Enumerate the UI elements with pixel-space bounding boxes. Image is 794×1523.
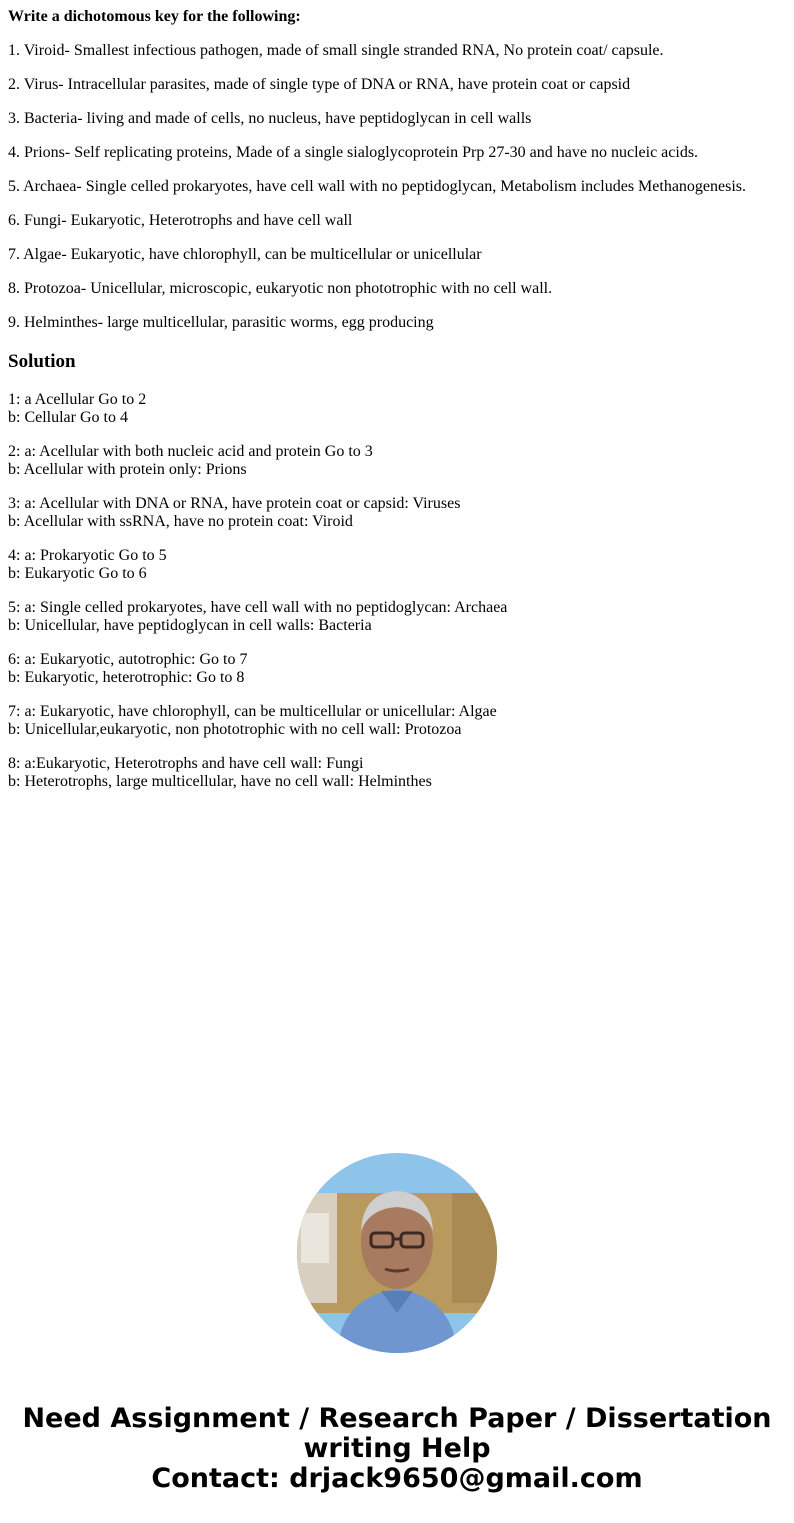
tutor-portrait-illustration xyxy=(297,1153,497,1353)
solution-heading: Solution xyxy=(8,351,76,372)
key-step-option-b: b: Eukaryotic, heterotrophic: Go to 8 xyxy=(8,669,245,686)
question-item: 2. Virus- Intracellular parasites, made of single type of DNA or RNA, have protein coat or capsid xyxy=(8,76,631,93)
key-step-option-a: 7: a: Eukaryotic, have chlorophyll, can be multicellular or unicellular: Algae xyxy=(8,703,497,720)
key-step-option-a: 3: a: Acellular with DNA or RNA, have protein coat or capsid: Viruses xyxy=(8,495,461,512)
key-step-option-a: 1: a Acellular Go to 2 xyxy=(8,391,147,408)
document-body xyxy=(8,0,788,791)
key-step xyxy=(8,391,788,427)
promo-banner xyxy=(0,1404,794,1494)
key-step xyxy=(8,495,788,531)
tutor-avatar xyxy=(297,1153,497,1353)
question-item: 7. Algae- Eukaryotic, have chlorophyll, can be multicellular or unicellular xyxy=(8,246,482,263)
key-step xyxy=(8,651,788,687)
key-step-option-b: b: Unicellular,eukaryotic, non phototrophic with no cell wall: Protozoa xyxy=(8,721,462,738)
question-item: 5. Archaea- Single celled prokaryotes, have cell wall with no peptidoglycan, Metabolism includes Methanogenesis. xyxy=(8,178,747,195)
key-step-option-a: 5: a: Single celled prokaryotes, have cell wall with no peptidoglycan: Archaea xyxy=(8,599,508,616)
question-item: 9. Helminthes- large multicellular, parasitic worms, egg producing xyxy=(8,314,434,331)
question-item: 3. Bacteria- living and made of cells, no nucleus, have peptidoglycan in cell walls xyxy=(8,110,532,127)
key-step-option-b: b: Acellular with ssRNA, have no protein coat: Viroid xyxy=(8,513,353,530)
key-step-option-b: b: Unicellular, have peptidoglycan in cell walls: Bacteria xyxy=(8,617,372,634)
question-item: 1. Viroid- Smallest infectious pathogen, made of small single stranded RNA, No protein coat/ capsule. xyxy=(8,42,664,59)
question-item: 6. Fungi- Eukaryotic, Heterotrophs and have cell wall xyxy=(8,212,353,229)
question-item: 4. Prions- Self replicating proteins, Made of a single sialoglycoprotein Prp 27-30 and have no nucleic acids. xyxy=(8,144,699,161)
key-step xyxy=(8,703,788,739)
question-item: 8. Protozoa- Unicellular, microscopic, eukaryotic non phototrophic with no cell wall. xyxy=(8,280,553,297)
promo-line-1: Need Assignment / Research Paper / Dissertation xyxy=(22,1403,772,1434)
key-step-option-a: 8: a:Eukaryotic, Heterotrophs and have cell wall: Fungi xyxy=(8,755,364,772)
key-step-option-b: b: Acellular with protein only: Prions xyxy=(8,461,247,478)
promo-line-2: writing Help xyxy=(303,1433,491,1464)
key-step xyxy=(8,599,788,635)
key-step-option-b: b: Cellular Go to 4 xyxy=(8,409,128,426)
key-step-option-b: b: Heterotrophs, large multicellular, have no cell wall: Helminthes xyxy=(8,773,432,790)
key-step-option-a: 4: a: Prokaryotic Go to 5 xyxy=(8,547,167,564)
key-step xyxy=(8,443,788,479)
key-step xyxy=(8,755,788,791)
key-step-option-a: 6: a: Eukaryotic, autotrophic: Go to 7 xyxy=(8,651,248,668)
key-step-option-b: b: Eukaryotic Go to 6 xyxy=(8,565,147,582)
key-step-option-a: 2: a: Acellular with both nucleic acid and protein Go to 3 xyxy=(8,443,373,460)
promo-contact: Contact: drjack9650@gmail.com xyxy=(151,1463,643,1494)
key-step xyxy=(8,547,788,583)
question-title: Write a dichotomous key for the following: xyxy=(8,8,301,25)
